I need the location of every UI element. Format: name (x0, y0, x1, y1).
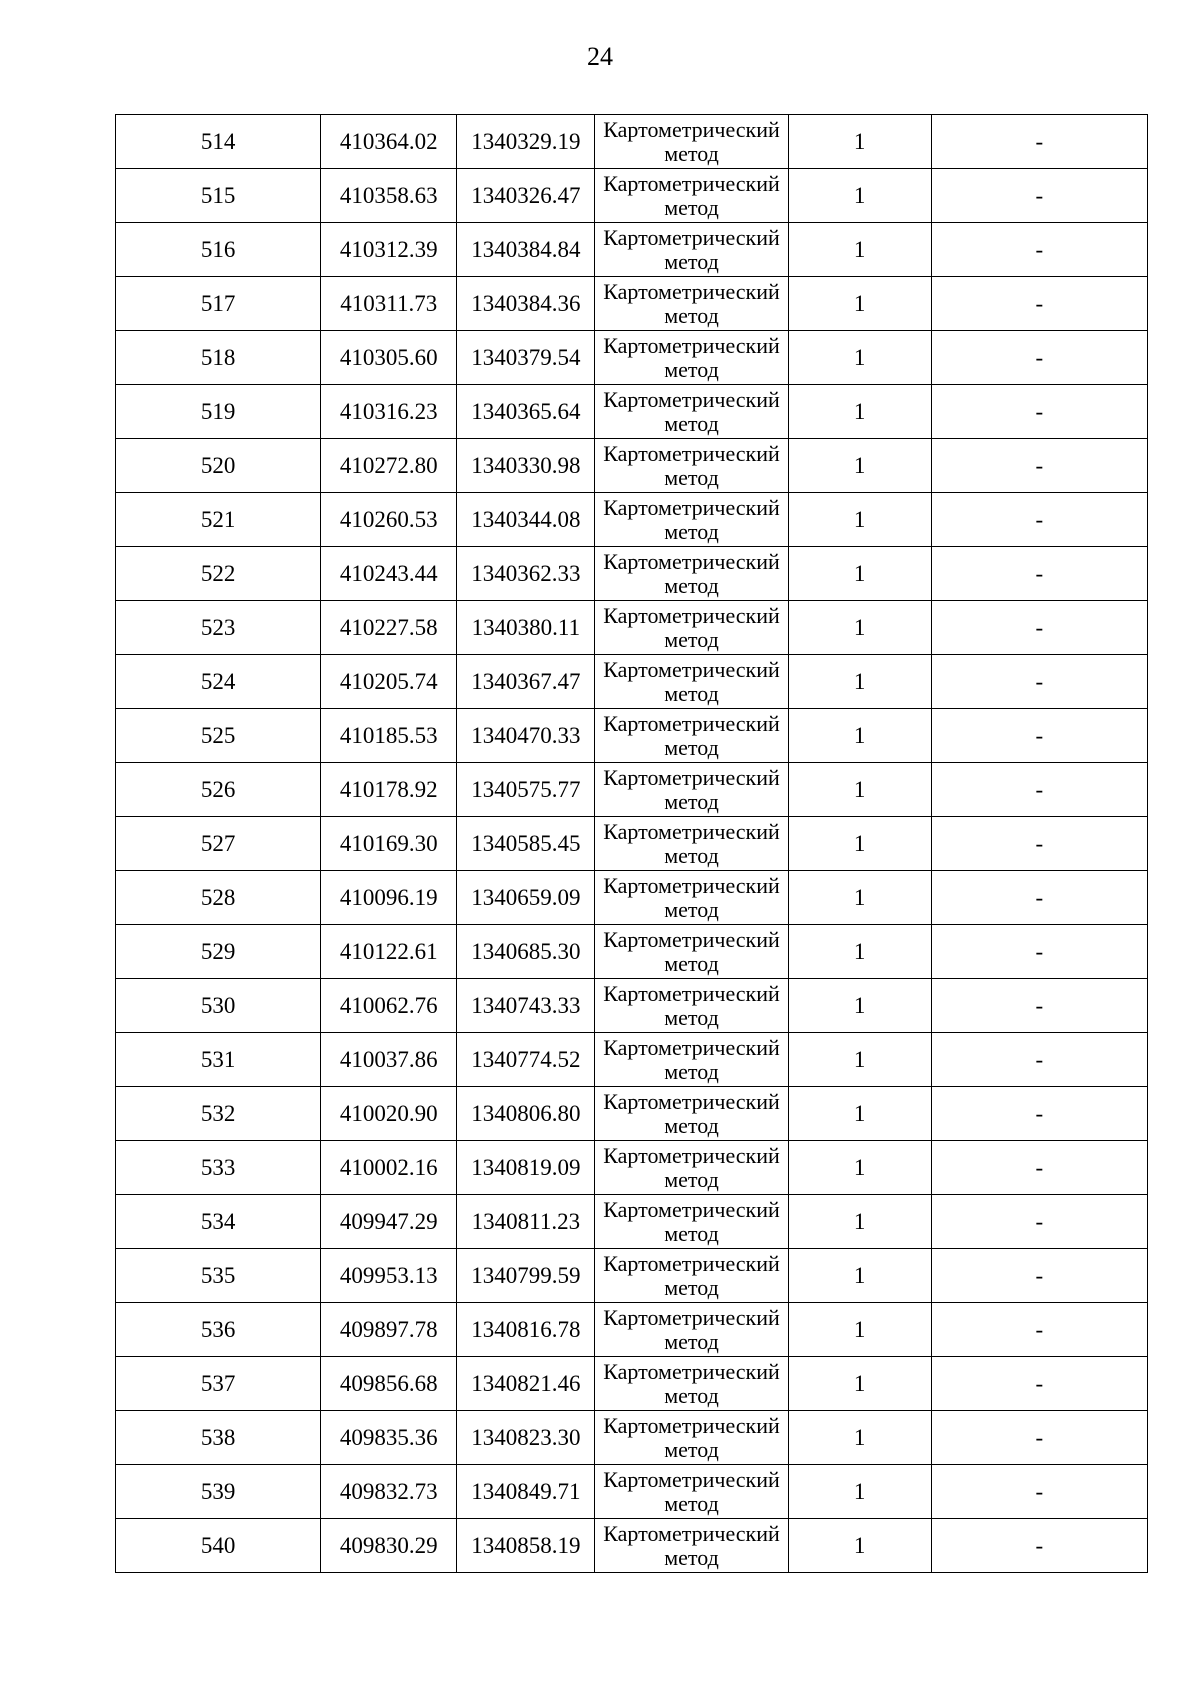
method-line-1: Картометрический (603, 1034, 780, 1060)
method-cell (595, 655, 788, 709)
accuracy-cell: 1 (788, 1087, 931, 1141)
accuracy-cell: 1 (788, 1249, 931, 1303)
table-row (116, 1087, 1148, 1141)
table-row (116, 439, 1148, 493)
method-line-2: метод (664, 680, 719, 706)
coordinate-x-cell: 410062.76 (321, 979, 457, 1033)
method-line-1: Картометрический (603, 170, 780, 196)
method-cell (595, 763, 788, 817)
coordinate-y-cell: 1340811.23 (457, 1195, 595, 1249)
method-line-1: Картометрический (603, 764, 780, 790)
method-line-2: метод (664, 896, 719, 922)
table-row (116, 115, 1148, 169)
method-cell (595, 1249, 788, 1303)
method-line-2: метод (664, 1328, 719, 1354)
table-row (116, 1465, 1148, 1519)
description-cell: - (931, 1033, 1147, 1087)
method-line-1: Картометрический (603, 332, 780, 358)
coordinate-y-cell: 1340384.36 (457, 277, 595, 331)
point-number-cell: 516 (116, 223, 321, 277)
table-row (116, 655, 1148, 709)
coordinate-y-cell: 1340329.19 (457, 115, 595, 169)
method-line-2: метод (664, 1490, 719, 1516)
point-number-cell: 514 (116, 115, 321, 169)
method-cell (595, 1519, 788, 1573)
point-number-cell: 534 (116, 1195, 321, 1249)
table-row (116, 547, 1148, 601)
coordinate-x-cell: 410316.23 (321, 385, 457, 439)
accuracy-cell: 1 (788, 925, 931, 979)
description-cell: - (931, 1087, 1147, 1141)
point-number-cell: 535 (116, 1249, 321, 1303)
description-cell: - (931, 1195, 1147, 1249)
point-number-cell: 524 (116, 655, 321, 709)
point-number-cell: 532 (116, 1087, 321, 1141)
method-line-1: Картометрический (603, 278, 780, 304)
method-line-1: Картометрический (603, 1358, 780, 1384)
description-cell: - (931, 223, 1147, 277)
table-row (116, 331, 1148, 385)
table-row (116, 1303, 1148, 1357)
method-cell (595, 1195, 788, 1249)
table-row (116, 169, 1148, 223)
description-cell: - (931, 925, 1147, 979)
coordinate-y-cell: 1340819.09 (457, 1141, 595, 1195)
method-line-2: метод (664, 1004, 719, 1030)
coordinate-x-cell: 410272.80 (321, 439, 457, 493)
point-number-cell: 518 (116, 331, 321, 385)
accuracy-cell: 1 (788, 385, 931, 439)
point-number-cell: 526 (116, 763, 321, 817)
coordinate-x-cell: 410002.16 (321, 1141, 457, 1195)
table-row (116, 1141, 1148, 1195)
method-cell (595, 439, 788, 493)
method-line-2: метод (664, 788, 719, 814)
method-cell (595, 1303, 788, 1357)
point-number-cell: 539 (116, 1465, 321, 1519)
method-line-2: метод (664, 626, 719, 652)
accuracy-cell: 1 (788, 169, 931, 223)
description-cell: - (931, 709, 1147, 763)
coordinate-x-cell: 410122.61 (321, 925, 457, 979)
method-cell (595, 1465, 788, 1519)
coordinate-x-cell: 410185.53 (321, 709, 457, 763)
description-cell: - (931, 817, 1147, 871)
coordinate-y-cell: 1340685.30 (457, 925, 595, 979)
coordinate-x-cell: 409947.29 (321, 1195, 457, 1249)
coordinate-y-cell: 1340575.77 (457, 763, 595, 817)
table-row (116, 601, 1148, 655)
accuracy-cell: 1 (788, 1411, 931, 1465)
accuracy-cell: 1 (788, 1519, 931, 1573)
method-line-1: Картометрический (603, 1304, 780, 1330)
coordinate-x-cell: 409835.36 (321, 1411, 457, 1465)
table-row (116, 871, 1148, 925)
accuracy-cell: 1 (788, 115, 931, 169)
accuracy-cell: 1 (788, 1195, 931, 1249)
point-number-cell: 527 (116, 817, 321, 871)
description-cell: - (931, 1465, 1147, 1519)
accuracy-cell: 1 (788, 979, 931, 1033)
method-line-2: метод (664, 842, 719, 868)
method-line-1: Картометрический (603, 116, 780, 142)
coordinate-y-cell: 1340816.78 (457, 1303, 595, 1357)
method-line-2: метод (664, 1274, 719, 1300)
method-line-2: метод (664, 410, 719, 436)
coordinate-y-cell: 1340799.59 (457, 1249, 595, 1303)
method-line-1: Картометрический (603, 872, 780, 898)
coordinate-x-cell: 410358.63 (321, 169, 457, 223)
coordinate-y-cell: 1340585.45 (457, 817, 595, 871)
method-cell (595, 817, 788, 871)
coordinate-y-cell: 1340823.30 (457, 1411, 595, 1465)
method-cell (595, 277, 788, 331)
accuracy-cell: 1 (788, 1357, 931, 1411)
table-row (116, 1357, 1148, 1411)
point-number-cell: 517 (116, 277, 321, 331)
method-cell (595, 1411, 788, 1465)
method-line-1: Картометрический (603, 1250, 780, 1276)
table-row (116, 1033, 1148, 1087)
accuracy-cell: 1 (788, 439, 931, 493)
table-row (116, 493, 1148, 547)
coordinate-x-cell: 409856.68 (321, 1357, 457, 1411)
coordinate-x-cell: 410227.58 (321, 601, 457, 655)
coordinate-y-cell: 1340774.52 (457, 1033, 595, 1087)
method-line-1: Картометрический (603, 1196, 780, 1222)
method-line-1: Картометрический (603, 224, 780, 250)
description-cell: - (931, 979, 1147, 1033)
table-row (116, 1249, 1148, 1303)
method-cell (595, 709, 788, 763)
method-line-1: Картометрический (603, 548, 780, 574)
description-cell: - (931, 547, 1147, 601)
method-line-2: метод (664, 1436, 719, 1462)
table-row (116, 763, 1148, 817)
method-cell (595, 871, 788, 925)
coordinate-y-cell: 1340470.33 (457, 709, 595, 763)
method-line-1: Картометрический (603, 818, 780, 844)
method-line-2: метод (664, 1166, 719, 1192)
point-number-cell: 530 (116, 979, 321, 1033)
method-line-2: метод (664, 950, 719, 976)
method-line-1: Картометрический (603, 1412, 780, 1438)
coordinate-y-cell: 1340380.11 (457, 601, 595, 655)
accuracy-cell: 1 (788, 709, 931, 763)
method-line-2: метод (664, 518, 719, 544)
accuracy-cell: 1 (788, 1303, 931, 1357)
method-line-1: Картометрический (603, 710, 780, 736)
coordinate-y-cell: 1340379.54 (457, 331, 595, 385)
method-line-2: метод (664, 1058, 719, 1084)
method-line-1: Картометрический (603, 926, 780, 952)
accuracy-cell: 1 (788, 1465, 931, 1519)
description-cell: - (931, 277, 1147, 331)
table-row (116, 925, 1148, 979)
point-number-cell: 537 (116, 1357, 321, 1411)
coordinate-x-cell: 410311.73 (321, 277, 457, 331)
coordinate-y-cell: 1340384.84 (457, 223, 595, 277)
coordinate-x-cell: 410205.74 (321, 655, 457, 709)
point-number-cell: 540 (116, 1519, 321, 1573)
method-cell (595, 925, 788, 979)
method-line-1: Картометрический (603, 494, 780, 520)
method-line-2: метод (664, 140, 719, 166)
method-cell (595, 115, 788, 169)
method-line-1: Картометрический (603, 386, 780, 412)
coordinate-y-cell: 1340806.80 (457, 1087, 595, 1141)
description-cell: - (931, 655, 1147, 709)
method-line-2: метод (664, 356, 719, 382)
description-cell: - (931, 1249, 1147, 1303)
method-cell (595, 1033, 788, 1087)
coordinate-y-cell: 1340743.33 (457, 979, 595, 1033)
description-cell: - (931, 385, 1147, 439)
coordinate-x-cell: 410096.19 (321, 871, 457, 925)
accuracy-cell: 1 (788, 817, 931, 871)
coordinate-x-cell: 409832.73 (321, 1465, 457, 1519)
point-number-cell: 523 (116, 601, 321, 655)
coordinates-table (115, 114, 1148, 1573)
table-row (116, 1519, 1148, 1573)
description-cell: - (931, 871, 1147, 925)
accuracy-cell: 1 (788, 871, 931, 925)
coordinate-x-cell: 410020.90 (321, 1087, 457, 1141)
description-cell: - (931, 1411, 1147, 1465)
point-number-cell: 525 (116, 709, 321, 763)
description-cell: - (931, 115, 1147, 169)
accuracy-cell: 1 (788, 1141, 931, 1195)
method-line-2: метод (664, 572, 719, 598)
coordinate-x-cell: 410260.53 (321, 493, 457, 547)
method-cell (595, 223, 788, 277)
method-line-1: Картометрический (603, 656, 780, 682)
table-row (116, 277, 1148, 331)
coordinate-y-cell: 1340367.47 (457, 655, 595, 709)
method-line-2: метод (664, 734, 719, 760)
coordinate-y-cell: 1340858.19 (457, 1519, 595, 1573)
point-number-cell: 538 (116, 1411, 321, 1465)
description-cell: - (931, 601, 1147, 655)
method-line-2: метод (664, 464, 719, 490)
point-number-cell: 528 (116, 871, 321, 925)
coordinate-x-cell: 410169.30 (321, 817, 457, 871)
method-line-1: Картометрический (603, 1142, 780, 1168)
description-cell: - (931, 1303, 1147, 1357)
accuracy-cell: 1 (788, 277, 931, 331)
description-cell: - (931, 763, 1147, 817)
method-line-1: Картометрический (603, 440, 780, 466)
point-number-cell: 533 (116, 1141, 321, 1195)
point-number-cell: 529 (116, 925, 321, 979)
table-row (116, 223, 1148, 277)
method-line-1: Картометрический (603, 980, 780, 1006)
method-line-1: Картометрический (603, 1088, 780, 1114)
method-cell (595, 1141, 788, 1195)
table-row (116, 1195, 1148, 1249)
coordinate-y-cell: 1340659.09 (457, 871, 595, 925)
coordinate-y-cell: 1340849.71 (457, 1465, 595, 1519)
method-line-2: метод (664, 1220, 719, 1246)
coordinates-table-body (116, 115, 1148, 1573)
description-cell: - (931, 1519, 1147, 1573)
method-line-2: метод (664, 1382, 719, 1408)
description-cell: - (931, 331, 1147, 385)
page-number: 24 (587, 42, 613, 71)
accuracy-cell: 1 (788, 655, 931, 709)
method-line-1: Картометрический (603, 602, 780, 628)
coordinate-x-cell: 410305.60 (321, 331, 457, 385)
method-line-2: метод (664, 302, 719, 328)
coordinate-x-cell: 409830.29 (321, 1519, 457, 1573)
coordinate-y-cell: 1340365.64 (457, 385, 595, 439)
coordinate-y-cell: 1340344.08 (457, 493, 595, 547)
point-number-cell: 519 (116, 385, 321, 439)
method-cell (595, 601, 788, 655)
method-cell (595, 385, 788, 439)
accuracy-cell: 1 (788, 763, 931, 817)
method-cell (595, 493, 788, 547)
method-line-1: Картометрический (603, 1466, 780, 1492)
accuracy-cell: 1 (788, 1033, 931, 1087)
method-line-1: Картометрический (603, 1520, 780, 1546)
coordinate-x-cell: 409897.78 (321, 1303, 457, 1357)
method-cell (595, 169, 788, 223)
coordinate-y-cell: 1340326.47 (457, 169, 595, 223)
coordinate-x-cell: 410037.86 (321, 1033, 457, 1087)
method-cell (595, 547, 788, 601)
point-number-cell: 515 (116, 169, 321, 223)
method-line-2: метод (664, 1112, 719, 1138)
description-cell: - (931, 1141, 1147, 1195)
description-cell: - (931, 493, 1147, 547)
point-number-cell: 536 (116, 1303, 321, 1357)
coordinate-x-cell: 410364.02 (321, 115, 457, 169)
coordinate-y-cell: 1340821.46 (457, 1357, 595, 1411)
coordinate-x-cell: 410312.39 (321, 223, 457, 277)
method-cell (595, 979, 788, 1033)
accuracy-cell: 1 (788, 331, 931, 385)
point-number-cell: 521 (116, 493, 321, 547)
table-row (116, 979, 1148, 1033)
accuracy-cell: 1 (788, 601, 931, 655)
point-number-cell: 531 (116, 1033, 321, 1087)
table-row (116, 1411, 1148, 1465)
table-row (116, 385, 1148, 439)
table-row (116, 817, 1148, 871)
point-number-cell: 522 (116, 547, 321, 601)
method-cell (595, 331, 788, 385)
description-cell: - (931, 1357, 1147, 1411)
coordinate-x-cell: 409953.13 (321, 1249, 457, 1303)
table-row (116, 709, 1148, 763)
accuracy-cell: 1 (788, 547, 931, 601)
coordinate-x-cell: 410243.44 (321, 547, 457, 601)
method-line-2: метод (664, 248, 719, 274)
description-cell: - (931, 169, 1147, 223)
accuracy-cell: 1 (788, 223, 931, 277)
coordinate-y-cell: 1340362.33 (457, 547, 595, 601)
method-line-2: метод (664, 194, 719, 220)
method-line-2: метод (664, 1544, 719, 1570)
method-cell (595, 1087, 788, 1141)
method-cell (595, 1357, 788, 1411)
point-number-cell: 520 (116, 439, 321, 493)
accuracy-cell: 1 (788, 493, 931, 547)
description-cell: - (931, 439, 1147, 493)
coordinate-y-cell: 1340330.98 (457, 439, 595, 493)
coordinate-x-cell: 410178.92 (321, 763, 457, 817)
